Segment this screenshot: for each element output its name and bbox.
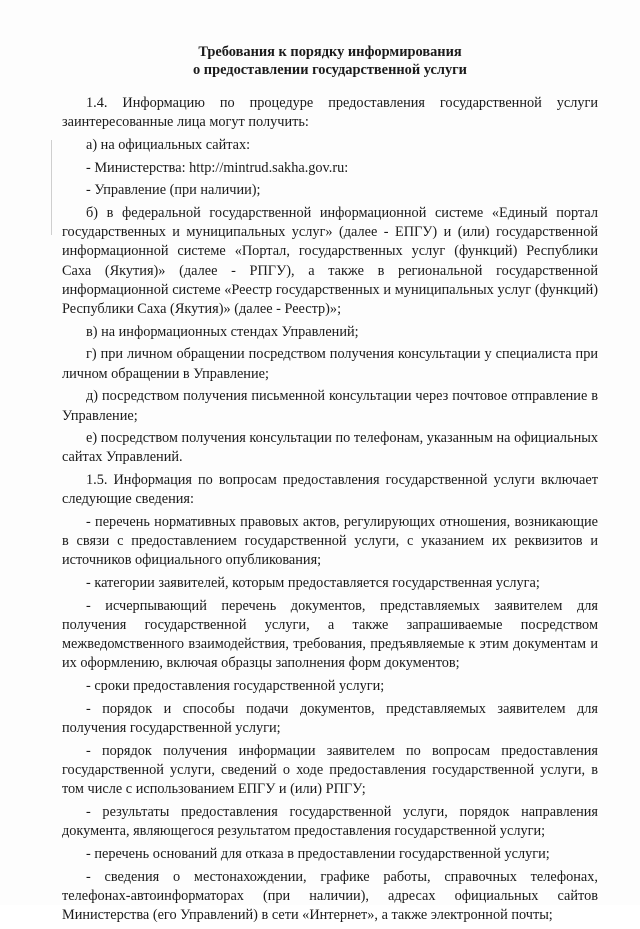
paragraph: - Министерства: http://mintrud.sakha.gov.ru: [86,159,349,176]
scan-margin-mark [51,140,52,235]
paragraph: а) на официальных сайтах: [86,136,251,153]
paragraph: - перечень оснований для отказа в предоставлении государственной услуги; [86,845,550,862]
paragraph: е) посредством получения консультации по телефонам, указанным на официальных сайтах Управлений. [62,430,598,466]
paragraph: - сведения о местонахождении, графике работы, справочных телефонах, телефонах-автоинформаторах (при наличии), адресах официальных сайтов Министерства (его Управлений) в сети «Интернет», а также электронной почты; [62,868,598,923]
paragraph: - сроки предоставления государственной услуги; [86,678,385,695]
title-line-1: Требования к порядку информирования [198,44,462,60]
paragraph: б) в федеральной государственной информационной системе «Единый портал государственных и муниципальных услуг» (далее - ЕПГУ) и (или) государственной информационной системе «Портал, государственных услуг (функций) Республики Саха (Якутия)» (далее - РПГУ), а также в региональной государственной информационной системе «Реестр государственных и муниципальных услуг (функций) Республики Саха (Якутия)» (далее - Реестр)»; [62,205,598,318]
paragraph: - исчерпывающий перечень документов, представляемых заявителем для получения государственной услуги, а также запрашиваемые посредством межведомственного взаимодействия, требования, предъявляемые к этим документам и их оформлению, включая образцы заполнения форм документов; [62,597,598,672]
paragraph: - категории заявителей, которым предоставляется государственная услуга; [86,575,540,592]
paragraph: - порядок получения информации заявителем по вопросам предоставления государственной услуги, сведений о ходе предоставления государственной услуги, в том числе с использованием ЕПГУ и (или) РПГУ; [62,742,598,798]
document-body [62,94,598,929]
paragraph: 1.5. Информация по вопросам предоставления государственной услуги включает следующие сведения: [62,472,598,508]
paragraph: в) на информационных стендах Управлений; [86,323,359,340]
paragraph: - порядок и способы подачи документов, представляемых заявителем для получения государственной услуги; [62,700,598,737]
paragraph: - Управление (при наличии); [86,182,261,199]
paragraph: д) посредством получения письменной консультации через почтовое отправление в Управление; [62,388,598,424]
paragraph: - перечень нормативных правовых актов, регулирующих отношения, возникающие в связи с предоставлением государственной услуги, с указанием их реквизитов и источников официального опубликования; [62,514,598,569]
document-title [60,43,600,79]
title-line-2: о предоставлении государственной услуги [193,62,467,78]
paragraph: г) при личном обращении посредством получения консультации у специалиста при личном обращении в Управление; [62,346,598,382]
paragraph: - результаты предоставления государственной услуги, порядок направления документа, являющегося результатом предоставления государственной услуги; [62,803,598,840]
paragraph: 1.4. Информацию по процедуре предоставления государственной услуги заинтересованные лица могут получить: [62,95,598,131]
